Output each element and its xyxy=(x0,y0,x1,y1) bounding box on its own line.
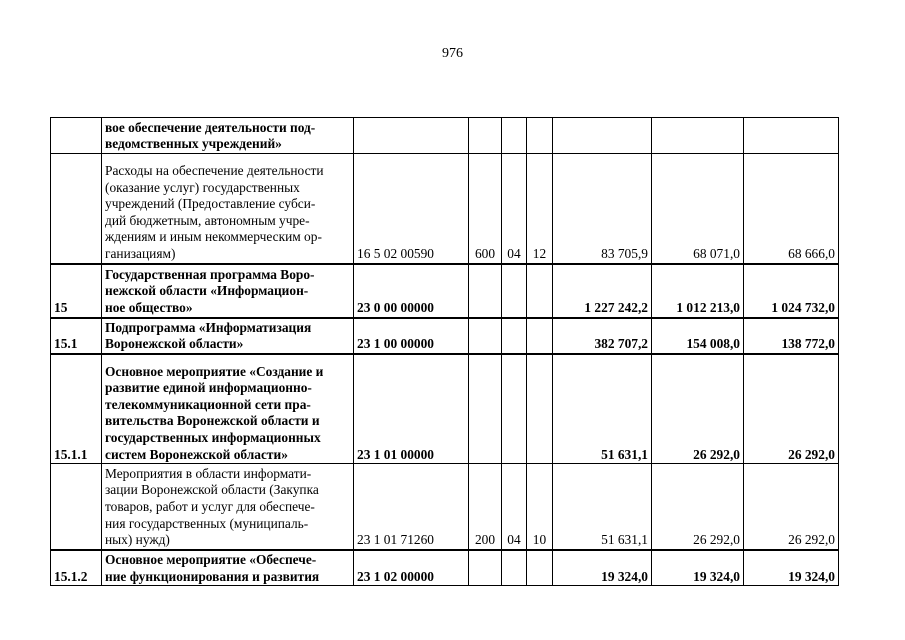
budget-code: 23 1 01 71260 xyxy=(354,464,469,550)
row-name xyxy=(102,154,354,264)
expense-type: 600 xyxy=(469,154,502,264)
row-number xyxy=(51,154,102,264)
row-number: 15.1.2 xyxy=(51,550,102,586)
row-name-line: дий бюджетным, автономным учре- xyxy=(105,212,310,228)
subsection-code: 12 xyxy=(527,154,553,264)
expense-type xyxy=(469,118,502,154)
row-name-line: ных) нужд) xyxy=(105,532,170,548)
amount-year-2: 154 008,0 xyxy=(652,318,744,354)
amount-year-3 xyxy=(744,118,839,154)
row-number xyxy=(51,464,102,550)
expense-type xyxy=(469,318,502,354)
section-code xyxy=(502,118,527,154)
section-code xyxy=(502,318,527,354)
amount-year-1: 83 705,9 xyxy=(553,154,652,264)
budget-code: 23 1 00 00000 xyxy=(354,318,469,354)
amount-year-1: 1 227 242,2 xyxy=(553,264,652,318)
amount-year-1: 382 707,2 xyxy=(553,318,652,354)
row-name xyxy=(102,318,354,354)
amount-year-2: 19 324,0 xyxy=(652,550,744,586)
amount-year-1: 51 631,1 xyxy=(553,354,652,464)
row-name-line: вительства Воронежской области и xyxy=(105,413,320,429)
table-row xyxy=(51,118,839,154)
row-name-line: нежской области «Информацион- xyxy=(105,283,309,299)
table-row xyxy=(51,154,839,264)
subsection-code xyxy=(527,354,553,464)
amount-year-3: 1 024 732,0 xyxy=(744,264,839,318)
row-name-line: развитие единой информационно- xyxy=(105,380,312,396)
section-code xyxy=(502,264,527,318)
expense-type xyxy=(469,550,502,586)
amount-year-2: 68 071,0 xyxy=(652,154,744,264)
row-name-line: вое обеспечение деятельности под- xyxy=(105,119,316,135)
amount-year-3: 26 292,0 xyxy=(744,354,839,464)
subsection-code xyxy=(527,118,553,154)
row-name-line: Основное мероприятие «Обеспече- xyxy=(105,552,317,567)
row-number: 15.1.1 xyxy=(51,354,102,464)
row-name-line: учреждений (Предоставление субси- xyxy=(105,196,316,212)
table-row xyxy=(51,318,839,354)
budget-code: 23 1 02 00000 xyxy=(354,550,469,586)
row-name-line: государственных информационных xyxy=(105,430,321,445)
row-name xyxy=(102,464,354,550)
row-name-line: Подпрограмма «Информатизация xyxy=(105,319,312,335)
row-name xyxy=(102,354,354,464)
row-name xyxy=(102,264,354,318)
row-name-line: систем Воронежской области» xyxy=(105,446,288,462)
amount-year-2: 26 292,0 xyxy=(652,354,744,464)
amount-year-3: 138 772,0 xyxy=(744,318,839,354)
section-code: 04 xyxy=(502,154,527,264)
subsection-code xyxy=(527,318,553,354)
budget-code: 16 5 02 00590 xyxy=(354,154,469,264)
row-number: 15.1 xyxy=(51,318,102,354)
table-row xyxy=(51,464,839,550)
row-name-line: Основное мероприятие «Создание и xyxy=(105,363,324,379)
row-name-line: ное общество» xyxy=(105,299,193,315)
section-code xyxy=(502,550,527,586)
expense-type xyxy=(469,264,502,318)
amount-year-3: 68 666,0 xyxy=(744,154,839,264)
amount-year-3: 19 324,0 xyxy=(744,550,839,586)
table-row xyxy=(51,550,839,586)
row-number: 15 xyxy=(51,264,102,318)
row-name-line: Государственная программа Воро- xyxy=(105,266,315,282)
budget-table xyxy=(50,117,839,586)
row-number xyxy=(51,118,102,154)
row-name-line: Расходы на обеспечение деятельности xyxy=(105,162,324,178)
subsection-code xyxy=(527,264,553,318)
section-code xyxy=(502,354,527,464)
amount-year-2 xyxy=(652,118,744,154)
row-name-line: зации Воронежской области (Закупка xyxy=(105,482,319,498)
section-code: 04 xyxy=(502,464,527,550)
amount-year-2: 1 012 213,0 xyxy=(652,264,744,318)
row-name xyxy=(102,550,354,586)
subsection-code xyxy=(527,550,553,586)
row-name-line: ждениям и иным некоммерческим ор- xyxy=(105,229,322,245)
row-name-line: ния государственных (муниципаль- xyxy=(105,515,309,531)
row-name-line: телекоммуникационной сети пра- xyxy=(105,396,311,412)
subsection-code: 10 xyxy=(527,464,553,550)
row-name-line: ганизациям) xyxy=(105,245,176,261)
expense-type xyxy=(469,354,502,464)
expense-type: 200 xyxy=(469,464,502,550)
row-name-line: (оказание услуг) государственных xyxy=(105,179,300,195)
table-row xyxy=(51,354,839,464)
row-name-line: ние функционирования и развития xyxy=(105,568,320,584)
amount-year-3: 26 292,0 xyxy=(744,464,839,550)
row-name-line: Мероприятия в области информати- xyxy=(105,465,312,481)
budget-code: 23 1 01 00000 xyxy=(354,354,469,464)
row-name-line: Воронежской области» xyxy=(105,336,244,352)
row-name xyxy=(102,118,354,154)
amount-year-1: 19 324,0 xyxy=(553,550,652,586)
row-name-line: товаров, работ и услуг для обеспече- xyxy=(105,498,315,514)
budget-code: 23 0 00 00000 xyxy=(354,264,469,318)
amount-year-1: 51 631,1 xyxy=(553,464,652,550)
amount-year-2: 26 292,0 xyxy=(652,464,744,550)
amount-year-1 xyxy=(553,118,652,154)
page-number: 976 xyxy=(442,46,463,61)
table-row xyxy=(51,264,839,318)
row-name-line: ведомственных учреждений» xyxy=(105,136,282,152)
budget-code xyxy=(354,118,469,154)
